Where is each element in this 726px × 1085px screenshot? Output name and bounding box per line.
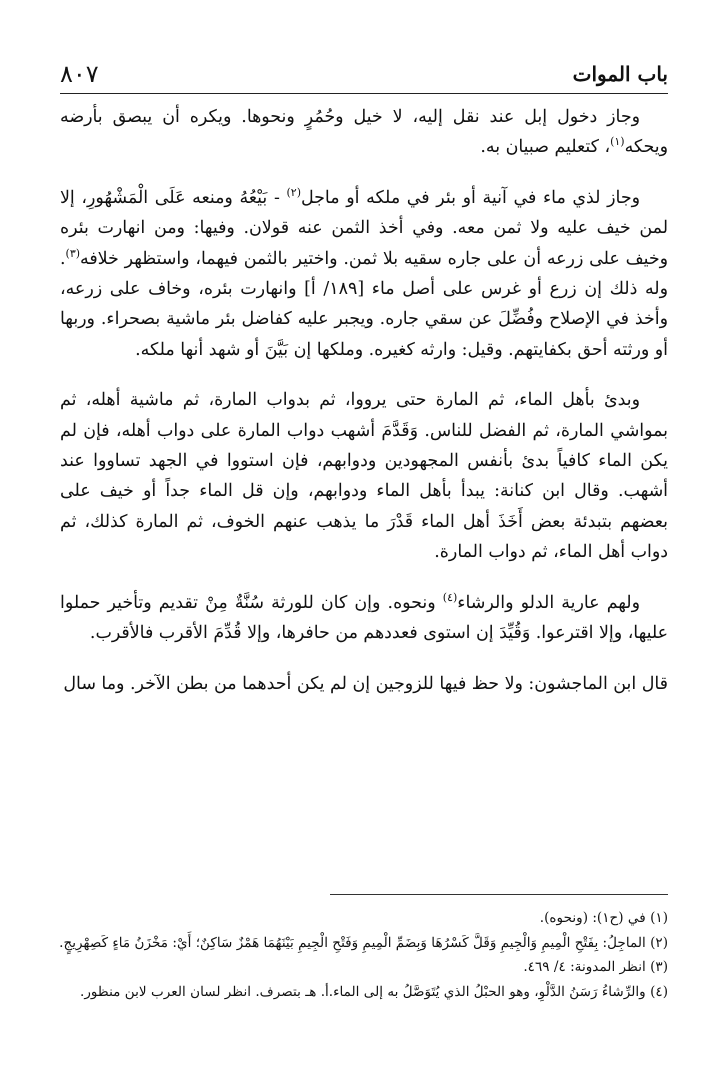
footnote-1: (١) في (ح١): (ونحوه). [539,910,668,926]
text-run: وجاز دخول إبل عند نقل إليه، لا خيل وحُمُرٍ ونحوها. ويكره أن يبصق بأرضه ويحكه [60,107,668,158]
header-rule [60,93,668,94]
footnote-3: (٣) انظر المدونة: ٤/ ٤٦٩. [523,959,668,975]
page-header [60,56,668,92]
page-number: ٨٠٧ [60,60,99,88]
paragraph [60,385,668,567]
text-run: ولهم عارية الدلو والرشاء [457,592,640,613]
text-run: ونحوه. وإن كان للورثة سُنَّةٌ مِنْ تقديم وتأخير حملوا عليها، وإلا اقترعوا. وَقُيِّدَ إن استوى فعددهم من حافرها، وإلا قُدِّمَ الأقرب فالأقرب. [60,592,668,644]
text-run: وبدئ بأهل الماء، ثم المارة حتى يرووا، ثم بدواب المارة، ثم ماشية أهله، ثم بمواشي المارة، ثم الفضل للناس. وَقَدَّمَ أشهب دواب المارة على دواب أهله، فإن لم يكن الماء كافياً بدئ بأنفس المجهودين ودوابهم، فإن استووا في الجهد تساووا عند أشهب. وقال ابن كنانة: يبدأ بأهل الماء ودوابهم، وإن قل الماء جداً أو خيف على بعضهم بتبدئة بعض أَخَذَ أهل الماء قَدْرَ ما يذهب عنهم الخوف، ثم المارة كذلك، ثم دواب أهل الماء، ثم دواب المارة. [60,390,668,563]
text-run: قال ابن الماجشون: ولا حظ فيها للزوجين إن لم يكن أحدهما من بطن الآخر. وما سال [63,673,668,694]
main-text [60,102,668,719]
paragraph [60,669,668,699]
text-run: وجاز لذي ماء في آنية أو بئر في ملكه أو ماجل [301,187,640,208]
footnote-ref-4[interactable]: (٤) [442,590,458,604]
footnote-ref-2[interactable]: (٢) [286,186,302,200]
paragraph [60,588,668,649]
footnote-2: (٢) الماجِلُ: بِفَتْحِ الْمِيمِ وَالْجِيمِ وَقَلَّ كَسْرُهَا وَبِضَمِّ الْمِيمِ وَفَتْحِ الْجِيمِ بَيْنَهُمَا هَمْزٌ سَاكِنٌ؛ أَيْ: مَخْزَنُ مَاءٍ كَصِهْرِيجٍ. [59,934,668,951]
footnote-separator [330,894,668,895]
text-run: - بَيْعُهُ ومنعه عَلَى الْمَشْهُورِ، إلا لمن خيف عليه ولا ثمن معه. وفي أخذ الثمن عنه قولان. وفيها: ومن انهارت بئره وخيف على زرعه أن على جاره سقيه بلا ثمن. واختير بالثمن فيهما، واستظهر خلافه [60,187,668,269]
text-run: ، كتعليم صبيان به. [480,137,611,158]
footnote-ref-1[interactable]: (١) [610,135,625,149]
text-run: . وله ذلك إن زرع أو غرس على أصل ماء [١٨٩/ أ] وانهارت بئره، وخاف على زرعه، وأخذ في الإصلاح وفُضِّلَ عن سقي جاره. ويجبر عليه كفاضل بئر ماشية بصحراء. وربها أو ورثته أحق بكفايتهم. وقيل: وارثه كغيره. وملكها إن بَيَّنَ أو شهد أنها ملكه. [60,248,669,360]
paragraph [60,183,668,365]
footnotes [60,906,668,1004]
paragraph [60,102,668,163]
footnote-4: (٤) والرِّشاءُ رَسَنُ الدَّلْوِ، وهو الحبْلُ الذي يُتَوَصَّلُ به إلى الماء.أ. هـ بتصرف. انظر لسان العرب لابن منظور. [80,983,668,1000]
footnote-ref-3[interactable]: (٣) [65,246,81,260]
chapter-title: باب الموات [572,62,668,86]
